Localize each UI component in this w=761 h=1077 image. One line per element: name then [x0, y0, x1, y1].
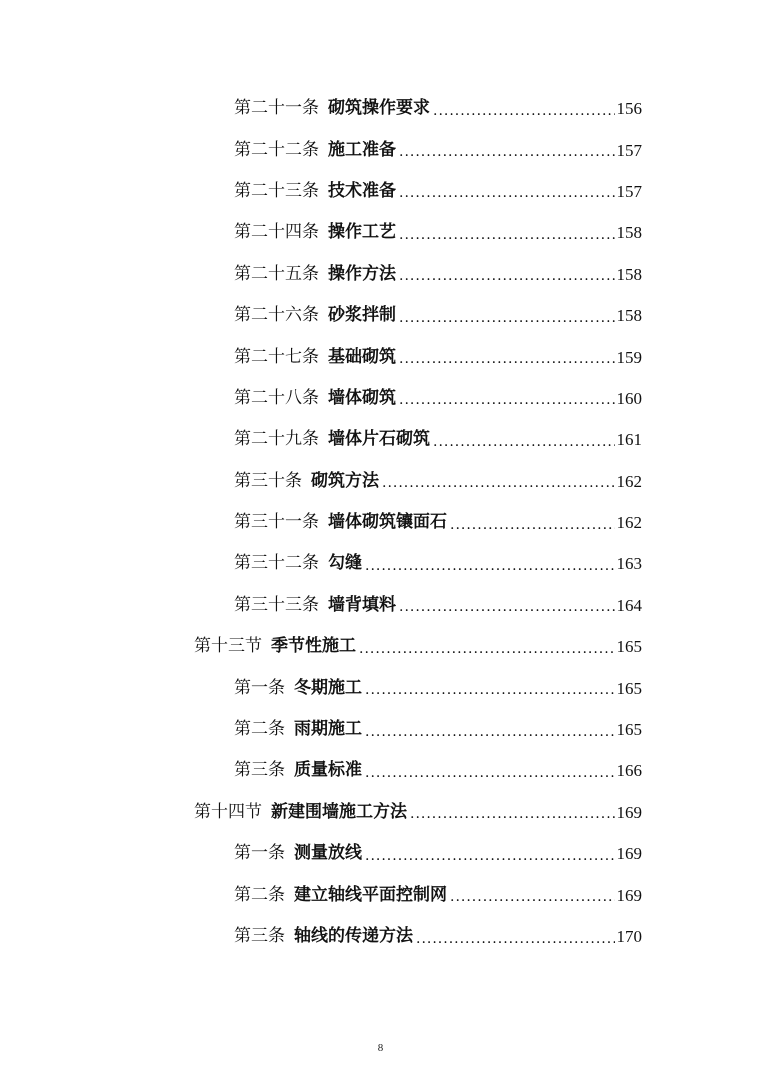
toc-entry-title: 基础砌筑 [328, 346, 396, 367]
toc-entry-title: 砌筑方法 [311, 470, 379, 491]
toc-dot-leader [416, 932, 615, 946]
toc-dot-leader [410, 807, 615, 821]
toc-entry[interactable] [0, 667, 642, 708]
toc-entry-page: 161 [616, 430, 642, 450]
toc-entry-page: 159 [616, 347, 642, 367]
page-number: 8 [377, 1042, 384, 1054]
toc-entry[interactable] [0, 833, 642, 874]
toc-entry[interactable] [0, 585, 642, 626]
toc-entry[interactable] [0, 419, 642, 460]
toc-entry-number: 第二十七条 [234, 346, 319, 367]
toc-entry[interactable] [0, 212, 642, 253]
toc-entry-title: 砌筑操作要求 [328, 98, 430, 119]
toc-entry-number: 第二十一条 [234, 98, 319, 119]
toc-dot-leader [399, 393, 615, 407]
toc-entry-number: 第二十二条 [234, 139, 319, 160]
toc-entry-title: 墙体砌筑镶面石 [328, 512, 447, 533]
toc-entry-title: 砂浆拌制 [328, 305, 396, 326]
toc-dot-leader [365, 725, 615, 739]
toc-entry-number: 第二条 [234, 884, 285, 905]
toc-entry-number: 第三十一条 [234, 512, 319, 533]
toc-entry-title: 操作工艺 [328, 222, 396, 243]
toc-entry-number: 第三条 [234, 926, 285, 946]
toc-section-entry[interactable] [0, 626, 642, 667]
toc-entry-title: 施工准备 [328, 139, 396, 160]
toc-entry-number: 第一条 [234, 843, 285, 864]
toc-entry-page: 158 [616, 306, 642, 326]
toc-entry-page: 162 [616, 513, 642, 533]
toc-entry-page: 162 [616, 471, 642, 491]
toc-entry-page: 165 [616, 637, 642, 657]
toc-entry-title: 墙背填料 [328, 594, 396, 615]
toc-entry-page: 160 [616, 388, 642, 408]
toc-entry-title: 墙体片石砌筑 [328, 429, 430, 450]
toc-entry-page: 169 [616, 802, 642, 822]
toc-entry-title: 季节性施工 [271, 636, 356, 657]
toc-entry-number: 第二十八条 [234, 387, 319, 408]
toc-dot-leader [359, 642, 615, 656]
toc-entry-page: 157 [616, 181, 642, 201]
toc-entry[interactable] [0, 750, 642, 791]
toc-entry-title: 质量标准 [294, 760, 362, 781]
toc-entry-title: 新建围墙施工方法 [271, 801, 407, 822]
toc-entry-title: 雨期施工 [294, 719, 362, 740]
toc-entry-number: 第二十三条 [234, 180, 319, 201]
toc-entry-page: 158 [616, 223, 642, 243]
toc-entry-number: 第三十二条 [234, 553, 319, 574]
toc-entry-title: 勾缝 [328, 553, 362, 574]
toc-entry-title: 操作方法 [328, 263, 396, 284]
table-of-contents [0, 88, 761, 957]
toc-entry-number: 第二十五条 [234, 263, 319, 284]
toc-entry-page: 165 [616, 720, 642, 740]
toc-entry-number: 第二十四条 [234, 222, 319, 243]
toc-section-entry[interactable] [0, 792, 642, 833]
toc-dot-leader [399, 311, 615, 325]
toc-entry-number: 第二条 [234, 719, 285, 740]
toc-entry-number: 第三十三条 [234, 594, 319, 615]
toc-dot-leader [365, 849, 615, 863]
toc-dot-leader [399, 600, 615, 614]
toc-entry[interactable] [0, 543, 642, 584]
toc-dot-leader [365, 766, 615, 780]
toc-entry-page: 169 [616, 844, 642, 864]
toc-entry-title: 技术准备 [328, 180, 396, 201]
toc-entry-page: 157 [616, 140, 642, 160]
toc-dot-leader [450, 518, 615, 532]
toc-entry-number: 第十四节 [194, 801, 262, 822]
toc-entry[interactable] [0, 88, 642, 129]
toc-entry-number: 第二十六条 [234, 305, 319, 326]
toc-entry-page: 156 [616, 99, 642, 119]
toc-dot-leader [382, 476, 615, 490]
toc-entry-title: 轴线的传递方法 [294, 926, 413, 946]
toc-entry-page: 164 [616, 595, 642, 615]
toc-entry-page: 166 [616, 761, 642, 781]
toc-entry[interactable] [0, 874, 642, 915]
toc-entry-number: 第一条 [234, 677, 285, 698]
toc-entry-number: 第三条 [234, 760, 285, 781]
toc-entry[interactable] [0, 295, 642, 336]
toc-dot-leader [399, 228, 615, 242]
toc-dot-leader [433, 435, 615, 449]
toc-dot-leader [365, 683, 615, 697]
toc-entry[interactable] [0, 709, 642, 750]
toc-entry-title: 冬期施工 [294, 677, 362, 698]
toc-entry[interactable] [0, 378, 642, 419]
toc-entry-page: 169 [616, 885, 642, 905]
toc-entry-title: 测量放线 [294, 843, 362, 864]
toc-entry[interactable] [0, 336, 642, 377]
toc-dot-leader [399, 352, 615, 366]
toc-entry[interactable] [0, 916, 642, 957]
toc-dot-leader [399, 145, 615, 159]
toc-entry-title: 建立轴线平面控制网 [294, 884, 447, 905]
toc-dot-leader [399, 269, 615, 283]
toc-entry-title: 墙体砌筑 [328, 387, 396, 408]
toc-entry[interactable] [0, 461, 642, 502]
toc-dot-leader [399, 186, 615, 200]
toc-dot-leader [433, 104, 615, 118]
toc-entry[interactable] [0, 171, 642, 212]
toc-dot-leader [450, 890, 615, 904]
toc-entry[interactable] [0, 254, 642, 295]
toc-entry-page: 165 [616, 678, 642, 698]
toc-entry[interactable] [0, 502, 642, 543]
toc-entry[interactable] [0, 129, 642, 170]
toc-entry-page: 170 [616, 927, 642, 946]
toc-entry-page: 163 [616, 554, 642, 574]
toc-entry-number: 第三十条 [234, 470, 302, 491]
toc-dot-leader [365, 559, 615, 573]
toc-entry-page: 158 [616, 264, 642, 284]
toc-entry-number: 第二十九条 [234, 429, 319, 450]
toc-entry-number: 第十三节 [194, 636, 262, 657]
